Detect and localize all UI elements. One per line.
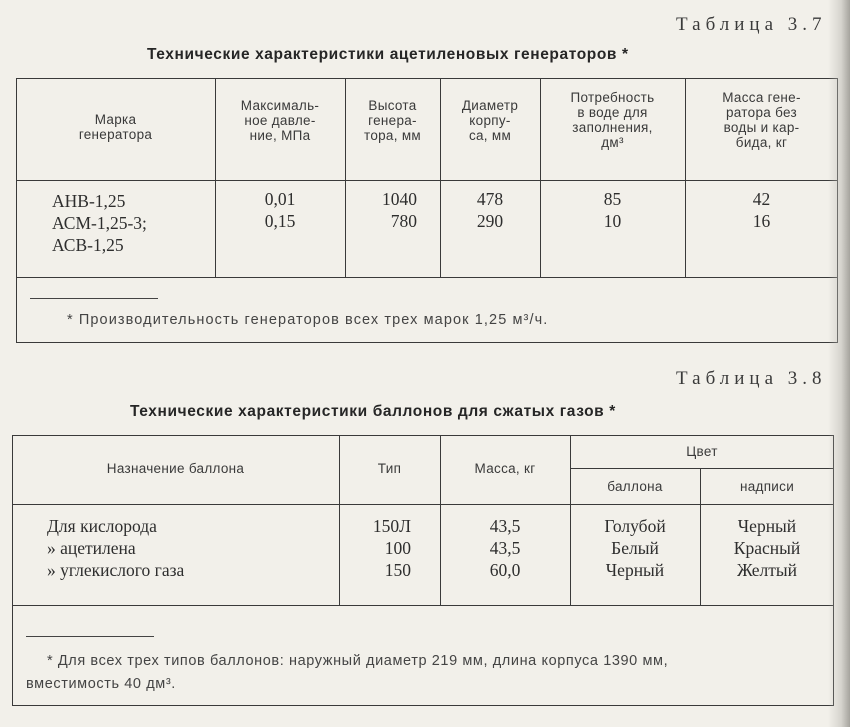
table-3-7-number: Таблица 3.7	[676, 14, 827, 35]
table-3-7-header-divider	[16, 180, 838, 181]
table-3-8-mass-values: 43,5 43,5 60,0	[489, 516, 521, 580]
table-3-7-header-pressure: Максималь- ное давле- ние, МПа	[240, 98, 320, 143]
table-3-7-header-height: Высота генера- тора, мм	[363, 98, 422, 143]
table-3-8-header-color: Цвет	[686, 444, 718, 459]
table-3-8-purpose-values: Для кислорода » ацетилена » углекислого газа	[47, 516, 185, 580]
page-edge-shadow	[828, 0, 850, 727]
table-3-8-header-color-cylinder: баллона	[607, 479, 663, 494]
table-3-7-diameter-values: 478 290	[476, 189, 504, 231]
table-3-8-header-mass: Масса, кг	[474, 461, 536, 476]
table-3-8-body-divider	[12, 605, 834, 606]
table-3-7-body-divider	[16, 277, 838, 278]
table-3-8-header-divider	[12, 504, 834, 505]
table-3-8-header-purpose: Назначение баллона	[106, 461, 245, 476]
table-3-8-footnote-line-1: * Для всех трех типов баллонов: наружный диаметр 219 мм, длина корпуса 1390 мм,	[47, 653, 669, 669]
table-3-7-brand-values: АНВ-1,25 АСМ-1,25-3; АСВ-1,25	[52, 191, 147, 255]
table-3-8-header-type: Тип	[377, 461, 402, 476]
table-3-8-color-subdivider	[570, 468, 834, 469]
table-3-7-title: Технические характеристики ацетиленовых генераторов *	[147, 46, 629, 63]
table-3-7-header-water: Потребность в воде для заполнения, дм³	[570, 90, 655, 150]
table-3-7-pressure-values: 0,01 0,15	[264, 189, 296, 231]
table-3-7-height-values: 1040 780	[382, 189, 417, 231]
table-3-8-color-cylinder-values: Голубой Белый Черный	[604, 516, 666, 580]
table-3-7-mass-values: 42 16	[752, 189, 771, 231]
table-3-7-header-brand: Марка генератора	[78, 112, 153, 142]
table-3-7-header-mass: Масса гене- ратора без воды и кар- бида, кг	[722, 90, 801, 150]
table-3-7-footnote: * Производительность генераторов всех трех марок 1,25 м³/ч.	[67, 312, 549, 328]
table-3-7-water-values: 85 10	[603, 189, 622, 231]
table-3-8-footnote-rule	[26, 636, 154, 637]
table-3-8-header-color-label: надписи	[739, 479, 795, 494]
table-3-8-footnote-line-2: вместимость 40 дм³.	[26, 676, 176, 692]
table-3-8-type-values: 150Л 100 150	[372, 516, 411, 580]
table-3-8-color-label-values: Черный Красный Желтый	[733, 516, 801, 580]
table-3-7-header-diameter: Диаметр корпу- са, мм	[461, 98, 519, 143]
table-3-8-number: Таблица 3.8	[676, 368, 827, 389]
table-3-7-footnote-rule	[30, 298, 158, 299]
table-3-8-title: Технические характеристики баллонов для сжатых газов *	[130, 403, 616, 420]
